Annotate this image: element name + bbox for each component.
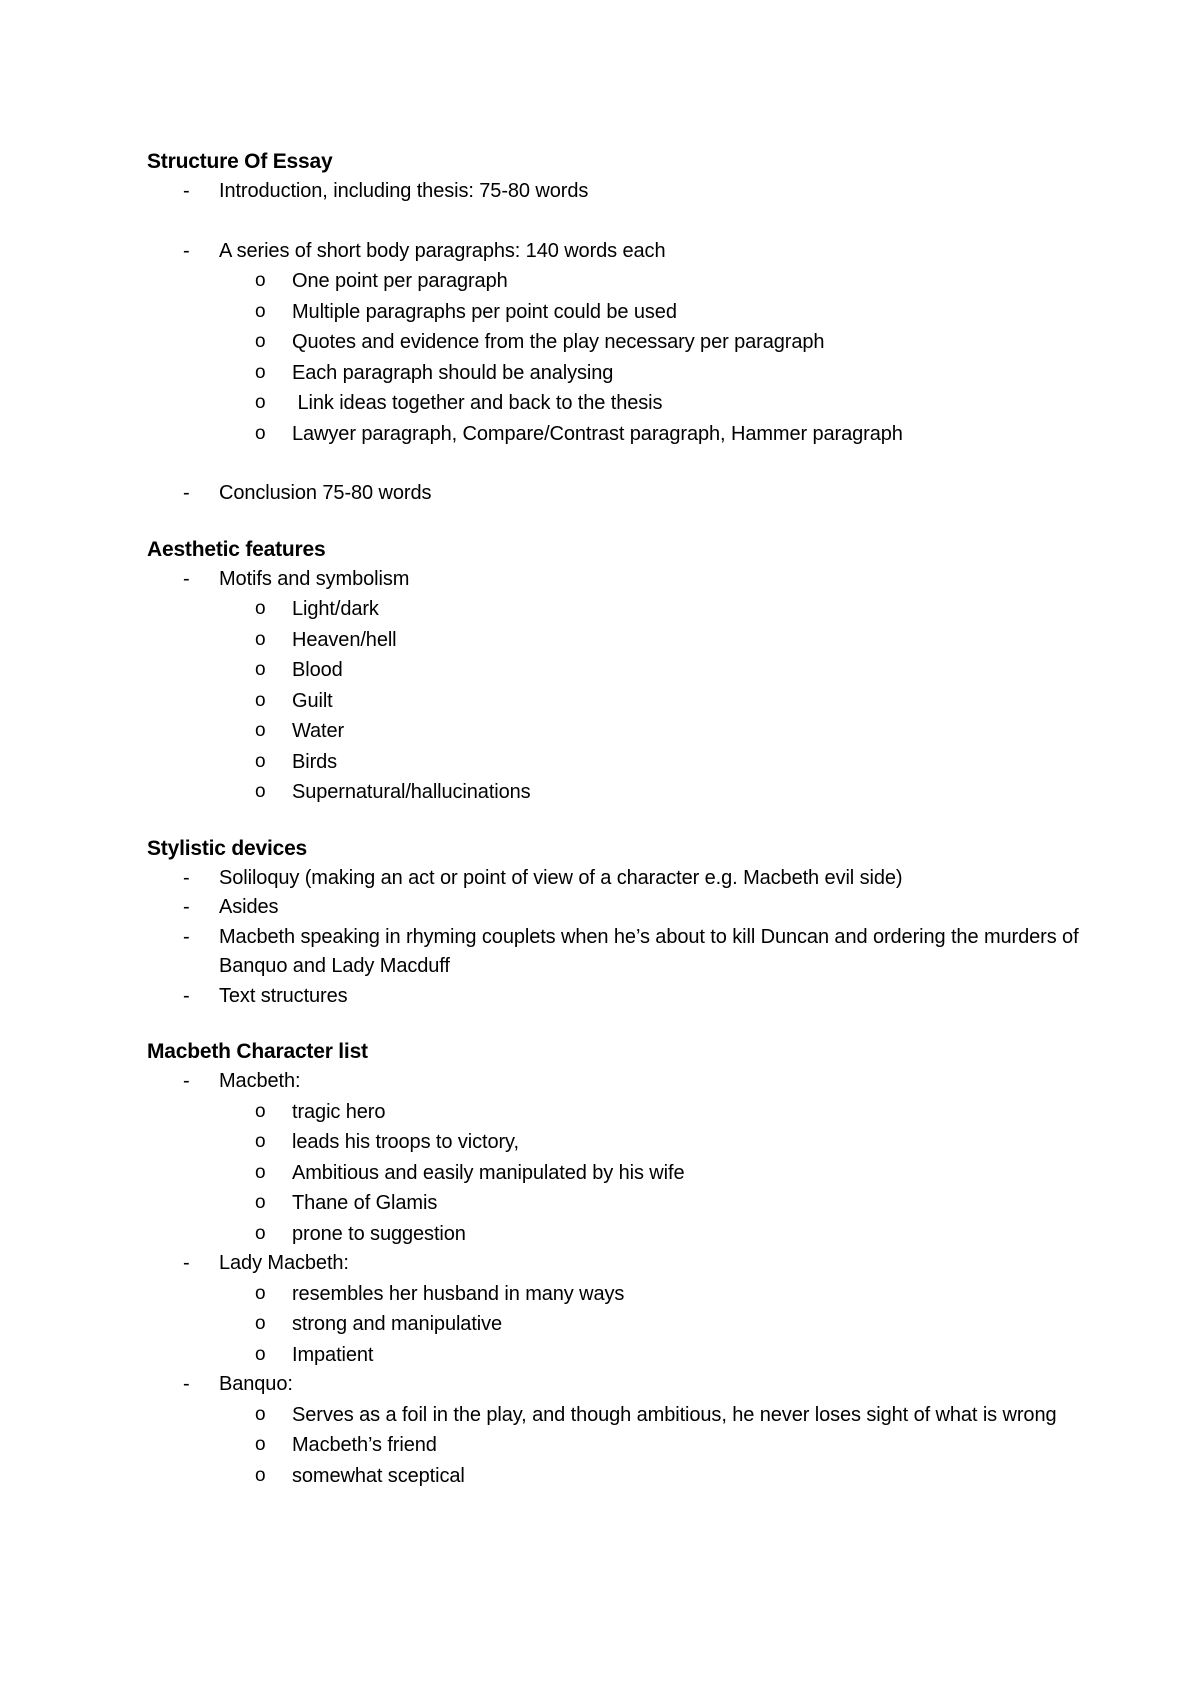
sub-list-item (147, 419, 1107, 450)
sub-list-item-text: Each paragraph should be analysing (292, 361, 614, 384)
list-item-text: Macbeth speaking in rhyming couplets when he’s about to kill Duncan and ordering the murders of Banquo and Lady Macduff (219, 925, 1079, 977)
dash-bullet-icon: - (183, 482, 190, 504)
circle-bullet-icon: o (255, 1434, 266, 1455)
sub-list-item-text: Quotes and evidence from the play necessary per paragraph (292, 331, 825, 353)
list-item-text: Text structures (219, 984, 348, 1007)
sub-list-item (147, 716, 1107, 747)
section-heading: Macbeth Character list (147, 1040, 368, 1063)
circle-bullet-icon: o (255, 331, 266, 352)
sub-list-item-text: prone to suggestion (292, 1222, 466, 1245)
list-item (147, 893, 1107, 923)
circle-bullet-icon: o (255, 300, 266, 322)
sub-list-item (147, 1400, 1107, 1431)
circle-bullet-icon: o (255, 1100, 266, 1122)
circle-bullet-icon: o (255, 659, 266, 680)
dash-bullet-icon: - (183, 1252, 190, 1274)
sub-list-item-text: Heaven/hell (292, 628, 397, 651)
section-heading: Aesthetic features (147, 537, 326, 561)
circle-bullet-icon: o (255, 781, 266, 802)
sub-list-item-text: Birds (292, 750, 338, 773)
list-item (147, 565, 1107, 595)
circle-bullet-icon: o (255, 598, 266, 619)
sub-list-item (147, 1461, 1107, 1492)
sub-list-item (147, 686, 1107, 717)
sub-list-item (147, 1340, 1107, 1371)
list-item (147, 479, 1107, 509)
sub-list-item-text: tragic hero (292, 1100, 386, 1123)
list-item-text: Introduction, including thesis: 75-80 words (219, 180, 589, 202)
dash-bullet-icon: - (183, 984, 190, 1007)
sub-list-item-text: somewhat sceptical (292, 1464, 465, 1487)
section-heading: Structure Of Essay (147, 150, 333, 173)
sub-list-item-text: Guilt (292, 689, 333, 712)
sub-list-item-text: Macbeth’s friend (292, 1434, 437, 1456)
section (147, 535, 1107, 808)
sub-list-item (147, 1158, 1107, 1189)
section (147, 147, 1107, 509)
section (147, 834, 1107, 1012)
list-item (147, 237, 1107, 267)
sub-list-item-text: One point per paragraph (292, 270, 508, 292)
dash-bullet-icon: - (183, 925, 190, 948)
sub-list-item (147, 625, 1107, 656)
sub-list-item-text: Link ideas together and back to the thesis (292, 392, 663, 414)
list-item-text: Lady Macbeth: (219, 1252, 349, 1274)
sub-list-item-text: leads his troops to victory, (292, 1131, 519, 1153)
sub-list-item-text: Blood (292, 659, 343, 681)
list-item (147, 1249, 1107, 1279)
list-item-text: A series of short body paragraphs: 140 words each (219, 239, 666, 262)
dash-bullet-icon: - (183, 239, 190, 262)
circle-bullet-icon: o (255, 750, 266, 772)
dash-bullet-icon: - (183, 896, 190, 918)
list-item (147, 923, 1107, 982)
list-item (147, 982, 1107, 1012)
list-item-text: Asides (219, 896, 279, 918)
sub-list-item (147, 1279, 1107, 1310)
sub-list-item (147, 327, 1107, 358)
sub-list-item (147, 655, 1107, 686)
dash-bullet-icon: - (183, 567, 190, 590)
blank-line (147, 449, 1107, 479)
circle-bullet-icon: o (255, 689, 266, 711)
sub-list-item (147, 1430, 1107, 1461)
list-item (147, 1067, 1107, 1097)
sub-list-item-text: Water (292, 720, 345, 742)
dash-bullet-icon: - (183, 1070, 190, 1092)
dash-bullet-icon: - (183, 1373, 190, 1395)
sub-list-item (147, 388, 1107, 419)
circle-bullet-icon: o (255, 1403, 266, 1425)
sub-list-item-text: Supernatural/hallucinations (292, 781, 531, 803)
sub-list-item (147, 297, 1107, 328)
sub-list-item (147, 1127, 1107, 1158)
circle-bullet-icon: o (255, 1464, 266, 1486)
circle-bullet-icon: o (255, 1313, 266, 1334)
circle-bullet-icon: o (255, 1222, 266, 1244)
sub-list-item-text: Multiple paragraphs per point could be used (292, 300, 677, 323)
sub-list-item (147, 594, 1107, 625)
list-item-text: Conclusion 75-80 words (219, 482, 432, 504)
list-item-text: Motifs and symbolism (219, 567, 410, 590)
circle-bullet-icon: o (255, 422, 266, 444)
circle-bullet-icon: o (255, 392, 266, 413)
circle-bullet-icon: o (255, 1192, 266, 1213)
circle-bullet-icon: o (255, 361, 266, 383)
circle-bullet-icon: o (255, 1343, 266, 1365)
sub-list-item (147, 1309, 1107, 1340)
circle-bullet-icon: o (255, 270, 266, 291)
document-page (147, 147, 1107, 1491)
sub-list-item (147, 1219, 1107, 1250)
circle-bullet-icon: o (255, 1161, 266, 1183)
sub-list-item (147, 266, 1107, 297)
list-item (147, 864, 1107, 894)
circle-bullet-icon: o (255, 1131, 266, 1152)
dash-bullet-icon: - (183, 180, 190, 202)
sub-list-item (147, 1188, 1107, 1219)
list-item-text: Soliloquy (making an act or point of view of a character e.g. Macbeth evil side) (219, 866, 903, 889)
circle-bullet-icon: o (255, 720, 266, 741)
blank-line (147, 207, 1107, 237)
sub-list-item-text: resembles her husband in many ways (292, 1282, 625, 1305)
sub-list-item-text: Impatient (292, 1343, 374, 1366)
sub-list-item (147, 747, 1107, 778)
section (147, 1037, 1107, 1491)
sub-list-item-text: Light/dark (292, 598, 379, 620)
list-item (147, 177, 1107, 207)
circle-bullet-icon: o (255, 1282, 266, 1304)
sub-list-item (147, 358, 1107, 389)
sub-list-item (147, 777, 1107, 808)
sub-list-item-text: Thane of Glamis (292, 1192, 438, 1214)
circle-bullet-icon: o (255, 628, 266, 650)
sub-list-item-text: strong and manipulative (292, 1313, 503, 1335)
list-item-text: Macbeth: (219, 1070, 301, 1092)
dash-bullet-icon: - (183, 866, 190, 889)
sub-list-item-text: Serves as a foil in the play, and though ambitious, he never loses sight of what is wrong (292, 1403, 1057, 1426)
sub-list-item-text: Ambitious and easily manipulated by his wife (292, 1161, 685, 1184)
list-item-text: Banquo: (219, 1373, 293, 1395)
list-item (147, 1370, 1107, 1400)
section-heading: Stylistic devices (147, 836, 308, 860)
sub-list-item-text: Lawyer paragraph, Compare/Contrast paragraph, Hammer paragraph (292, 422, 903, 445)
sub-list-item (147, 1097, 1107, 1128)
